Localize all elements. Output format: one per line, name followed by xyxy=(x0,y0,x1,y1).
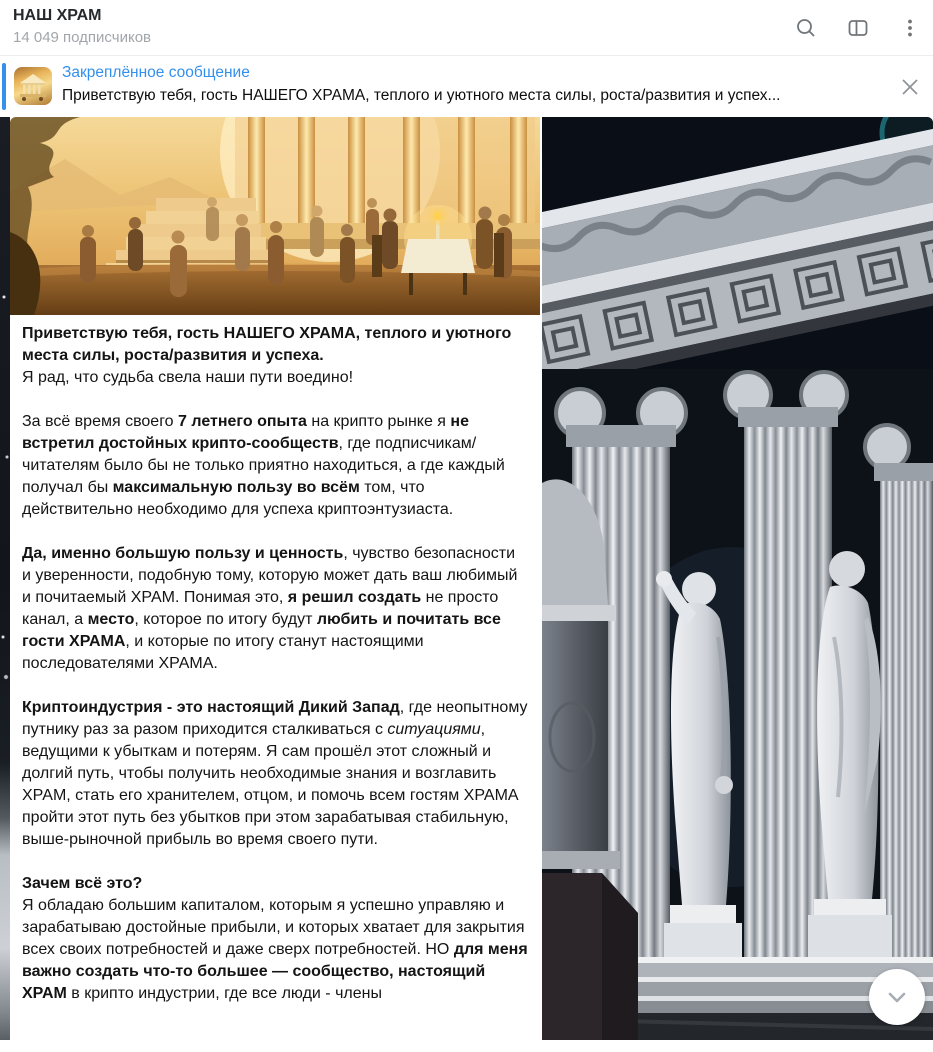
subscriber-count: 14 049 подписчиков xyxy=(13,29,152,46)
pinned-label: Закреплённое сообщение xyxy=(62,64,250,81)
message-paragraph: Криптоиндустрия - это настоящий Дикий Запад, где неопытному путнику раз за разом приходится сталкиваться с ситуациями, ведущими к убыткам и потерям. Я сам прошёл этот сложный и долгий путь, чтобы получить необходимые знания и возглавить ХРАМ, стать его хранителем, отцом, и помочь всем гостям ХРАМА пройти этот путь без убытков при этом зарабатывая стабильную, выше-рыночной прибыль во время своего пути. xyxy=(22,699,528,848)
more-menu-icon[interactable] xyxy=(897,15,923,41)
pinned-accent-bar xyxy=(2,63,6,110)
message-paragraph: Приветствую тебя, гость НАШЕГО ХРАМА, теплого и уютного места силы, роста/развития и успеха. Я рад, что судьба свела наши пути воедино! xyxy=(22,325,512,386)
search-icon[interactable] xyxy=(793,15,819,41)
pinned-preview-text: Приветствую тебя, гость НАШЕГО ХРАМА, теплого и уютного места силы, роста/развития и успех... xyxy=(62,87,781,104)
scroll-to-bottom-button[interactable] xyxy=(869,969,925,1025)
message-photo-marble-statues[interactable] xyxy=(542,117,933,1040)
chat-area xyxy=(0,117,933,1040)
message-paragraph: За всё время своего 7 летнего опыта на крипто рынке я не встретил достойных крипто-сообществ, где подписчикам/читателям было бы не только приятно находиться, а где каждый получал бы максимальную пользу во всём том, что действительно необходимо для успеха криптоэнтузиаста. xyxy=(22,413,505,518)
message-paragraph: Да, именно большую пользу и ценность, чувство безопасности и уверенности, подобную тому, которую может дать ваш любимый и почитаемый ХРАМ. Понимая это, я решил создать не просто канал, а место, которое по итогу будут любить и почитать все гости ХРАМА, и которые по итогу станут настоящими последователями ХРАМА. xyxy=(22,545,518,672)
message-bubble xyxy=(10,117,540,1040)
header-actions xyxy=(793,0,923,55)
message-text xyxy=(10,315,540,1040)
chat-wallpaper-edge xyxy=(0,117,10,1040)
channel-header xyxy=(0,0,933,56)
message-paragraph: Зачем всё это? Я обладаю большим капиталом, которым я успешно управляю и зарабатываю достойные прибыли, и которых хватает для закрытия всех своих потребностей и даже сверх потребностей. НО для меня важно создать что-то большее — сообщество, настоящий ХРАМ в крипто индустрии, где все люди - члены xyxy=(22,875,528,1002)
sidebar-toggle-icon[interactable] xyxy=(845,15,871,41)
close-icon[interactable] xyxy=(897,74,923,100)
channel-title: НАШ ХРАМ xyxy=(13,7,102,24)
pinned-message-bar[interactable] xyxy=(0,56,933,117)
message-photo-golden-temple[interactable] xyxy=(10,117,540,315)
chevron-down-icon xyxy=(884,984,910,1010)
pinned-thumbnail xyxy=(14,67,52,105)
